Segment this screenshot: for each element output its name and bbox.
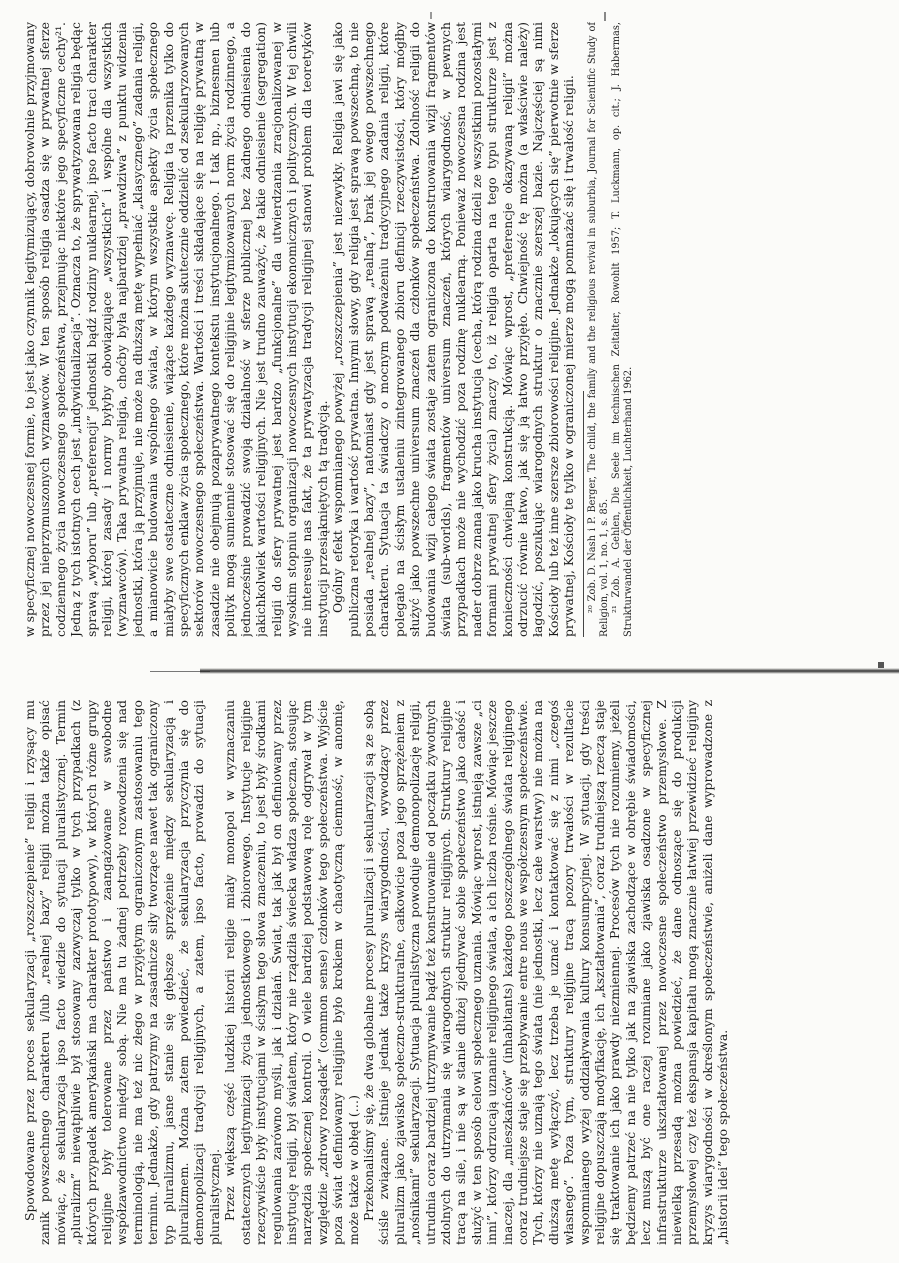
footnotes — [583, 22, 635, 637]
bottom-page-rotation — [22, 700, 877, 1245]
page-fold-shadow — [0, 660, 899, 682]
paragraph: w specyficznej nowoczesnej formie, to jest jako czynnik legitymizujący, dobrowolnie przyjmowany przez jej nieprzymuszonych wyznawców. W ten sposób religia osadza się w prywatnej sferze codziennego życia nowoczesnego społeczeństwa, przejmując niektóre jego specyficzne cechy²¹. Jedną z tych istotnych cech jest „indywidualizacja”. Oznacza to, że sprywatyzowana religia będąc sprawą „wyboru” lub „preferencji” jednostki bądź rodziny nuklearnej, ipso facto traci charakter religii, której zasady i normy byłyby obowiązujące „wszystkich” i wspólne dla wszystkich (wyznawców). Taka prywatna religia, choćby była najbardziej „prawdziwa” z punktu widzenia jednostki, która ją przyjmuje, nie może na dłuższą metę wypełniać „klasycznego” zadania religii, a mianowicie budowania wspólnego świata, w którym wszystkie aspekty życia społecznego miałyby swe ostateczne odniesienie, wiążące każdego wyznawcę. Religia ta przenika tylko do specyficznych enklaw życia społecznego, które można skutecznie oddzielić od zsekularyzowanych sektorów nowoczesnego społeczeństwa. Wartości i treści składające się na religię prywatną w zasadzie nie obejmują pozaprywatnego kontekstu instytucjonalnego. I tak np., biznesmen lub polityk mogą sumiennie stosować się do religijnie legitymizowanych norm życia rodzinnego, a jednocześnie prowadzić swoją działalność w sferze publicznej bez żadnego odniesienia do jakichkolwiek wartości religijnych. Nie jest trudno zauważyć, że takie odniesienie (segregation) religii do sfery prywatnej jest bardzo „funkcjonalne” dla utwierdzania zracjonalizowanej w wysokim stopniu organizacji nowoczesnych instytucji ekonomicznych i politycznych. W tej chwili nie interesuje nas fakt, że ta prywatyzacja tradycji religijnej stanowi problem dla teoretyków instytucji przesiąkniętych tą tradycją. — [22, 22, 330, 637]
top-page-text — [22, 22, 635, 637]
fold-dark-line — [200, 668, 899, 674]
speck — [604, 12, 606, 21]
bottom-page-inverted — [22, 700, 877, 1245]
paragraph: Przez większą część ludzkiej historii religie miały monopol w wyznaczaniu ostatecznych legitymizacji życia jednostkowego i zbiorowego. Instytucje religijne rzeczywiście były instytucjami w ścisłym tego słowa znaczeniu, to jest były środkami regulowania zarówno myśli, jak i działań. Świat, tak jak był on definiowany przez instytucję religii, był światem, który nie rządziła świecka władza społeczna, stosując narzędzia społecznej kontroli. O wiele bardziej podstawową rolę odgrywał w tym względzie „zdrowy rozsądek” (common sense) członków tego społeczeństwa. Wyjście poza świat definiowany religijnie było krokiem w chaotyczną ciemność, w anomię, może także w obłęd (…) — [222, 700, 361, 1245]
bottom-page-text — [22, 700, 731, 1245]
footnote: ²⁰ Zob. D. Nash i P. Berger, The child, the family and the religious revival in suburbia, Journal for Scientific Study of Religion, vol. 1, no. 1, s. 85. — [586, 22, 610, 637]
paragraph: Ogólny efekt wspomnianego powyżej „rozszczepienia” jest niezwykły. Religia jawi się jako publiczna retoryka i wartość prywatna. Innymi słowy, gdy religia jest sprawą powszechną, to nie posiada „realnej bazy”, natomiast gdy jest sprawą „realną”, brak jej owego powszechnego charakteru. Sytuacja ta świadczy o mocnym podważeniu tradycyjnego zadania religii, które polegało na ścisłym ustaleniu zintegrowanego zbioru definicji rzeczywistości, który mógłby służyć jako powszechne universum znaczeń dla członków społeczeństwa. Zdolność religii do budowania wizji całego świata zostaje zatem ograniczona do konstruowania wizji fragmentów świata (sub-worlds), fragmentów universum znaczeń, których wiarygodność, w pewnych przypadkach może nie wychodzić poza rodzinę nuklearną. Ponieważ nowoczesna rodzina jest nader dobrze znana jako krucha instytucja (cecha, którą rodzina dzieli ze wszystkimi pozostałymi formami prywatnej sfery życia) znaczy to, iż religia oparta na tego typu strukturze jest z konieczności chwiejną konstrukcją. Mówiąc wprost, „preferencje okazywaną religii” można odrzucić równie łatwo, jak się ją łatwo przyjęło. Chwiejność tę można (a właściwie należy) łagodzić, poszukując wiarogodnych struktur o znacznie szerszej bazie. Najczęściej są nimi Kościoły lub też inne szersze zbiorowości religijne. Jednakże „lokujących się” pierwotnie w sferze prywatnej, Kościoły te tylko w ograniczonej mierze mogą pomnażać siłę i trwałość religii. — [330, 22, 577, 637]
footnote: ²¹ Zob. A. Gehlen, Die Seele im technischen Zeitalter, Rowohlt 1957; T. Luckmann, op. cit.; J. Habermas, Strukturwandel der Öffentlichkeit, Luchterhand 1962. — [610, 22, 634, 637]
top-page-rotation — [22, 22, 877, 637]
paragraph: Spowodowane przez proces sekularyzacji „rozszczepienie” religii i rzysący mu zanik powszechnego charakteru i/lub „realnej bazy” religii można także opisać mówiąc, że sekularyzacja ipso facto wiedzie do sytuacji pluralistycznej. Termin „pluralizm” niewątpliwie był stosowany zazwyczaj tylko w tych przypadkach (z których przypadek amerykański ma charakter prototypowy), w których różne grupy religijne były tolerowane przez państwo i zaangażowane w swobodne współzawodnictwo między sobą. Nie ma tu żadnej potrzeby rozwodzenia się nad terminologią, nie ma też nic złego w przyjętym ograniczonym zastosowaniu tego terminu. Jednakże, gdy patrzymy na zasadnicze siły tworzące nawet tak ograniczony typ pluralizmu, jasne stanie się głębsze sprzężenie między sekularyzacją i pluralizmem. Można zatem powiedzieć, że sekularyzacja przyczynia się do demonopolizacji tradycji religijnych, a zatem, ipso facto, prowadzi do sytuacji pluralistycznej. — [22, 700, 222, 1245]
speck — [430, 12, 432, 19]
paragraph: Przekonaliśmy się, że dwa globalne procesy pluralizacji i sekularyzacji są ze sobą ściśle związane. Istnieje jednak także kryzys wiarygodności, wywodzący przez pluralizm jako zjawisko społeczno-strukturalne, całkowicie poza jego sprzężeniem z „nośnikami” sekularyzacji. Sytuacja pluralistyczna powoduje demonopolizację religii, utrudnia coraz bardziej utrzymywanie bądź też konstruowanie od początku żywotnych zdolnych do utrzymania się wiarogodnych struktur religijnych. Struktury religijne tracą na sile, i nie są w stanie dłużej zjednywać sobie społeczeństwo jako całość i służyć w ten sposób celowi społecznego uznania. Mówiąc wprost, istnieją zawsze „ci inni”, którzy odrzucają uznanie religijnego świata, a ich liczba rośnie. Mówiąc jeszcze inaczej, dla „mieszkańców” (inhabitants) każdego poszczególnego świata religijnego coraz trudniejsze staje się przebywanie entre nous we współczesnym społeczeństwie. Tych, którzy nie uznają tego świata (nie jednostki, lecz całe warstwy) nie można na dłuższą metę wyłączyć, lecz trzeba je uznać i kontaktować się z nimi „czegoś własnego”. Poza tym, struktury religijne tracą pozory trwałości w rezultacie wspomnianego wyżej oddziaływania kultury konsumpcyjnej. W sytuacji, gdy treści religijne dopuszczają modyfikację, ich „kształtowania”, coraz trudniejszą rzeczą staje się traktowanie ich jako prawdy niezmiennej. Procesów tych nie rozumiemy, jeżeli będziemy patrzeć na nie tylko jak na zjawiska zachodzące w obrębie świadomości, lecz muszą być one raczej rozumiane jako zjawiska osadzone w specyficznej infrastrukturze ukształtowanej przez nowoczesne społeczeństwo przemysłowe. Z niewielką przesadą można powiedzieć, że dane odnoszące się do produkcji przemysłowej czy też ekspansja kapitału mogą znacznie łatwiej przewidzieć religijny kryzys wiarygodności w określonym społeczeństwie, aniżeli dane wyprowadzone z „historii idei” tego społeczeństwa. — [360, 700, 731, 1245]
top-page-inverted — [22, 22, 877, 637]
